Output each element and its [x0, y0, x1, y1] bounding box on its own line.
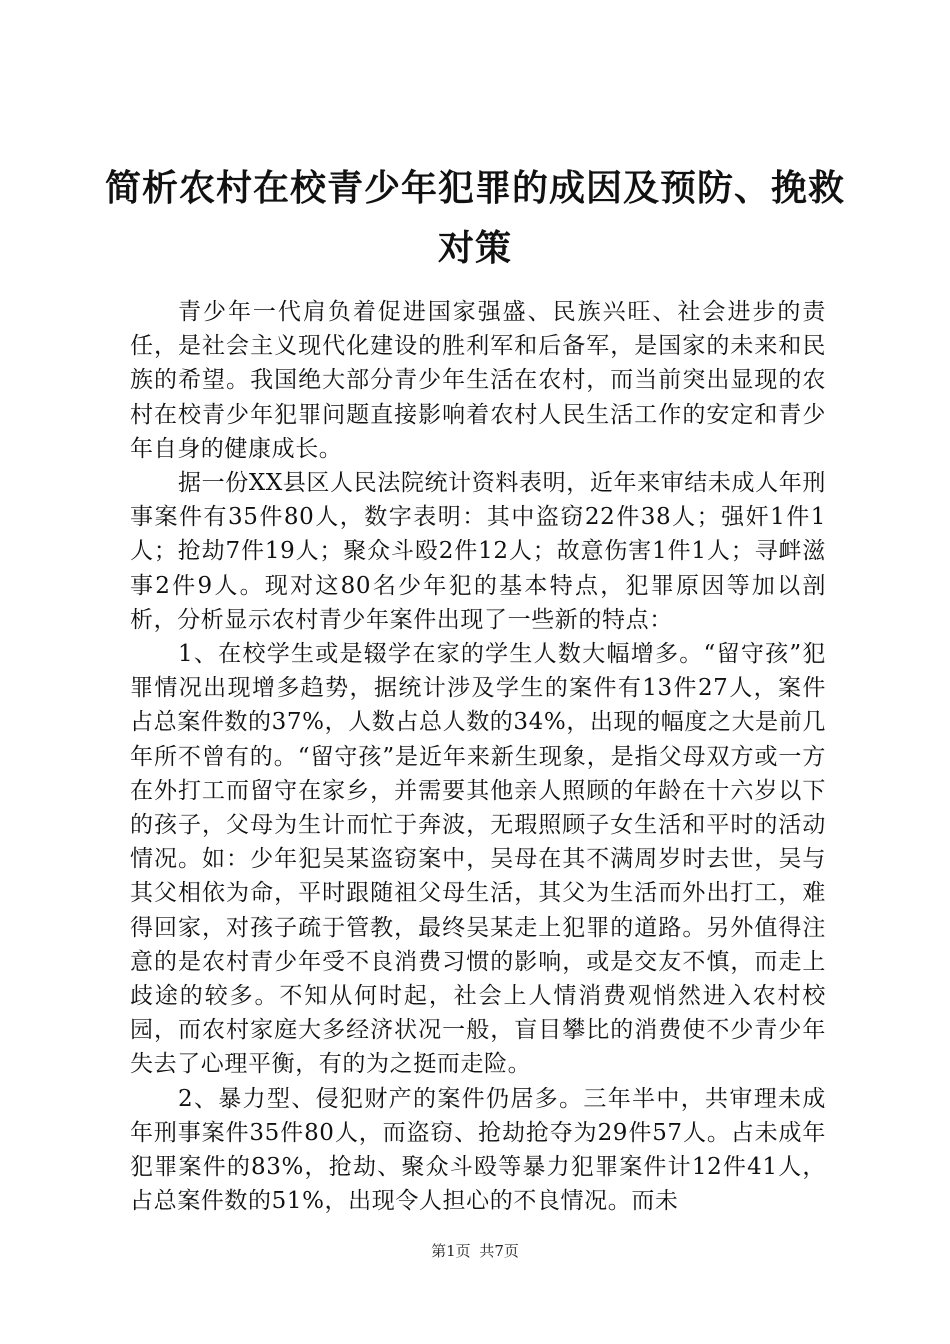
paragraph-point-1: 1、在校学生或是辍学在家的学生人数大幅增多。“留守孩”犯罪情况出现增多趋势，据统计涉及学生的案件有13件27人，案件占总案件数的37%，人数占总人数的34%，出现的幅度之大是前几年所不曾有的。“留守孩”是近年来新生现象，是指父母双方或一方在外打工而留守在家乡，并需要其他亲人照顾的年龄在十六岁以下的孩子，父母为生计而忙于奔波，无瑕照顾子女生活和平时的活动情况。如：少年犯吴某盗窃案中，吴母在其不满周岁时去世，吴与其父相依为命，平时跟随祖父母生活，其父为生活而外出打工，难得回家，对孩子疏于管教，最终吴某走上犯罪的道路。另外值得注意的是农村青少年受不良消费习惯的影响，或是交友不慎，而走上歧途的较多。不知从何时起，社会上人情消费观悄然进入农村校园，而农村家庭大多经济状况一般，盲目攀比的消费使不少青少年失去了心理平衡，有的为之挺而走险。 — [130, 641, 826, 1078]
page-footer — [0, 1240, 950, 1261]
paragraph-statistics: 据一份XX县区人民法院统计资料表明，近年来审结未成人年刑事案件有35件80人，数字表明：其中盗窃22件38人；强奸1件1人；抢劫7件19人；聚众斗殴2件12人；故意伤害1件1人；寻衅滋事2件9人。现对这80名少年犯的基本特点，犯罪原因等加以剖析，分析显示农村青少年案件出现了一些新的特点： — [130, 470, 826, 633]
page-number: 第1页 — [431, 1242, 471, 1260]
document-title: 简析农村在校青少年犯罪的成因及预防、挽救对策 — [104, 167, 845, 269]
document-body — [130, 295, 826, 1218]
paragraph-point-2: 2、暴力型、侵犯财产的案件仍居多。三年半中，共审理未成年刑事案件35件80人，而盗窃、抢劫抢夺为29件57人。占未成年犯罪案件的83%，抢劫、聚众斗殴等暴力犯罪案件计12件41人，占总案件数的51%，出现令人担心的不良情况。而未 — [130, 1085, 826, 1215]
page-total: 共7页 — [479, 1242, 519, 1260]
paragraph-intro: 青少年一代肩负着促进国家强盛、民族兴旺、社会进步的责任，是社会主义现代化建设的胜利军和后备军，是国家的未来和民族的希望。我国绝大部分青少年生活在农村，而当前突出显现的农村在校青少年犯罪问题直接影响着农村人民生活工作的安定和青少年自身的健康成长。 — [130, 299, 826, 462]
